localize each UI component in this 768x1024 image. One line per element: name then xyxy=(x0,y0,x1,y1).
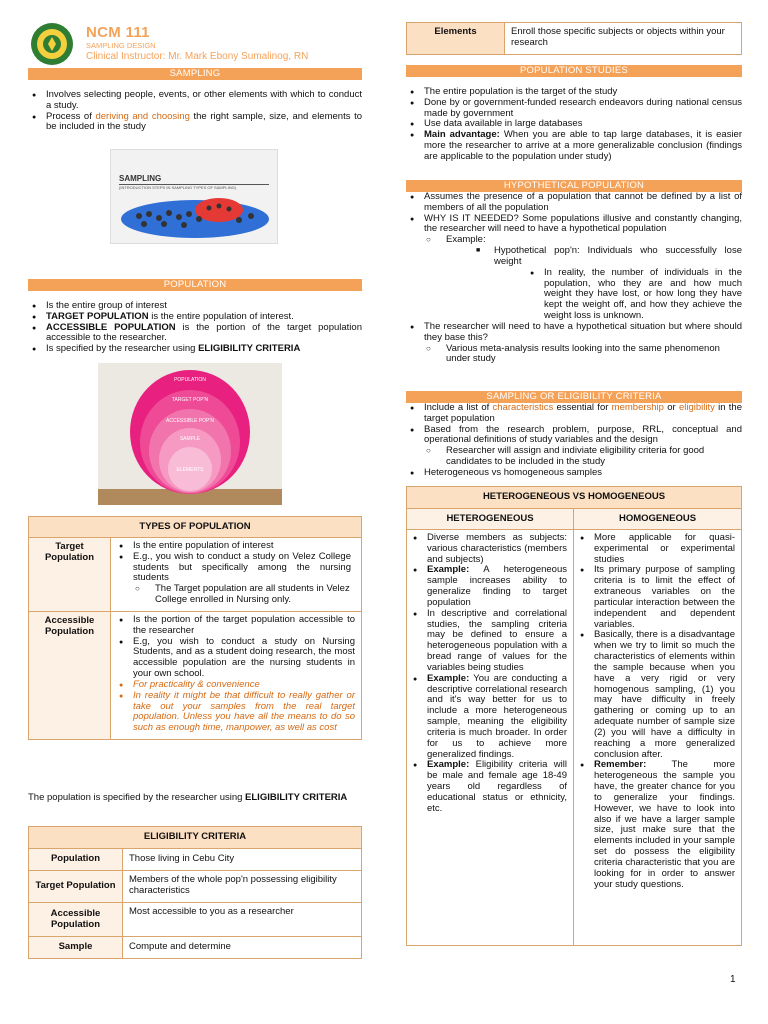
row-value: Members of the whole pop'n possessing eligibility characteristics xyxy=(123,871,362,903)
row-label: Population xyxy=(29,849,123,871)
table-row xyxy=(29,903,362,937)
diagram-label-accessible: ACCESSIBLE POP'N xyxy=(166,418,214,424)
page-number: 1 xyxy=(730,974,736,985)
diagram-label-elements: ELEMENTS xyxy=(176,467,204,473)
hypothetical-population-section xyxy=(406,192,742,365)
list-item: ● Heterogeneous vs homogeneous samples xyxy=(406,468,742,479)
list-item: ● TARGET POPULATION is the entire population of interest. xyxy=(28,312,362,323)
sampling-image xyxy=(110,149,278,244)
column-header: HETEROGENEOUS xyxy=(407,509,574,530)
list-item: ● Is specified by the researcher using ELIGIBILITY CRITERIA xyxy=(28,344,362,355)
table-row xyxy=(29,937,362,959)
list-item: ● Example: You are conducting a descriptive correlational research and it's way better for us to include a more heterogeneous sample, meaning the eligibility criteria is much broader. In order for us to achieve more generalized findings. xyxy=(409,674,567,761)
list-item: ● Process of deriving and choosing the right sample, size, and elements to be included in the study xyxy=(28,112,362,134)
table-row xyxy=(29,849,362,871)
eligibility-criteria-header: SAMPLING OR ELIGIBILITY CRITERIA xyxy=(406,391,742,403)
list-item: ● ACCESSIBLE POPULATION is the portion of the target population accessible to the researcher. xyxy=(28,323,362,345)
course-subtitle: SAMPLING DESIGN xyxy=(86,41,156,50)
population-studies-header: POPULATION STUDIES xyxy=(406,65,742,77)
list-item: ● Use data available in large databases xyxy=(406,119,742,130)
list-item: ● Is the entire group of interest xyxy=(28,301,362,312)
list-item: ● Is the portion of the target population accessible to the researcher xyxy=(115,615,355,637)
row-value: Most accessible to you as a researcher xyxy=(123,903,362,937)
list-item: ● Its primary purpose of sampling criteria is to limit the effect of extraneous variables on the particular interaction between the independent and dependent variables. xyxy=(576,565,735,630)
list-item: ● Based from the research problem, purpose, RRL, conceptual and operational definitions of study variables and the design xyxy=(406,425,742,447)
table-title: ELIGIBILITY CRITERIA xyxy=(29,827,362,849)
table-row xyxy=(29,871,362,903)
row-label: Elements xyxy=(407,23,505,55)
list-item: ● Involves selecting people, events, or other elements with which to conduct a study. xyxy=(28,90,362,112)
list-item: ● Diverse members as subjects: various characteristics (members and subjects) xyxy=(409,533,567,565)
list-item: ● Remember: The more heterogeneous the sample you have, the greater chance for you to generalize your findings. However, we have to look into also if we have a larger sample size, just make sure that the elements included in your sample set do possess the eligibility criteria characteristic that you are looking for in order to answer your study questions. xyxy=(576,760,735,890)
row-label: Sample xyxy=(29,937,123,959)
list-item: ● The researcher will need to have a hypothetical situation but where should they base this? xyxy=(406,322,742,344)
instructor: Clinical Instructor: Mr. Mark Ebony Sumalinog, RN xyxy=(86,51,309,62)
list-item: ● In descriptive and correlational studies, the sampling criteria may be defined to ensure a heterogeneous population with a bread range of values for the variables being studies xyxy=(409,609,567,674)
list-item: ● Basically, there is a disadvantage when we try to limit so much the characteristics of elements within the sample because when you have a very rigid or very homogenous sampling, (1) you may have difficulty in freely gathering or coming up to an adequate number of sample size (2) you will have a difficulty in reaching a more generalized conclusion after. xyxy=(576,630,735,760)
image-title: SAMPLING xyxy=(119,174,162,183)
list-item: ■ Hypothetical pop'n: Individuals who successfully lose weight xyxy=(474,246,742,268)
list-item: ● Example: Eligibility criteria will be male and female age 18-49 years old regardless of educational status or ethnicity, etc. xyxy=(409,760,567,814)
eligibility-section xyxy=(406,403,742,479)
table-row xyxy=(407,530,742,946)
list-item: ● Include a list of characteristics essential for membership or eligibility in the target population xyxy=(406,403,742,425)
list-item: ● The entire population is the target of the study xyxy=(406,87,742,98)
population-header: POPULATION xyxy=(28,279,362,291)
population-studies-list xyxy=(406,87,742,163)
population-diagram xyxy=(98,363,282,505)
diagram-label-target: TARGET POP'N xyxy=(171,397,209,403)
sampling-list xyxy=(28,90,362,133)
table-title: TYPES OF POPULATION xyxy=(29,517,362,538)
list-item: ● Is the entire population of interest xyxy=(115,541,351,552)
hypothetical-population-header: HYPOTHETICAL POPULATION xyxy=(406,180,742,192)
image-caption: (INTRODUCTION STEPS IN SAMPLING TYPES OF SAMPLING) xyxy=(119,185,237,190)
table-title: HETEROGENEOUS VS HOMOGENEOUS xyxy=(407,487,742,509)
list-item: ○ Researcher will assign and indiviate eligibility criteria for good candidates to be included in the study xyxy=(424,446,742,468)
list-item: ● E.g, you wish to conduct a study on Nursing Students, and as a student doing research, the most accessible population are the nursing students in your own school. xyxy=(115,637,355,680)
row-label: Accessible Population xyxy=(29,903,123,937)
row-value: Compute and determine xyxy=(123,937,362,959)
row-label: Target Population xyxy=(29,871,123,903)
row-value: Enroll those specific subjects or objects within your research xyxy=(505,23,742,55)
college-logo xyxy=(30,22,74,66)
heterogeneous-homogeneous-table xyxy=(406,486,742,946)
sampling-header: SAMPLING xyxy=(28,68,362,80)
population-list xyxy=(28,301,362,355)
diagram-label-population: POPULATION xyxy=(174,377,206,383)
specification-note: The population is specified by the researcher using ELIGIBILITY CRITERIA xyxy=(28,792,348,803)
list-item: ● For practicality & convenience xyxy=(115,680,355,691)
list-item: ● More applicable for quasi-experimental or experimental studies xyxy=(576,533,735,565)
list-item: ● Main advantage: When you are able to tap large databases, it is easier more the researcher to arrive at a more generalizable conclusion (findings are applicable to the population under study) xyxy=(406,130,742,162)
list-item: ● In reality it might be that difficult to really gather or take out your samples from the real target population. Unless you have all the means to do so such as enough time, manpower, as well as cost xyxy=(115,691,355,734)
course-code: NCM 111 xyxy=(86,24,150,41)
row-value: Those living in Cebu City xyxy=(123,849,362,871)
table-row xyxy=(29,538,362,612)
list-item: ● E.g., you wish to conduct a study on Velez College students but specifically among the nursing students xyxy=(115,552,351,584)
column-header: HOMOGENEOUS xyxy=(574,509,742,530)
list-item: ○ The Target population are all students in Velez College enrolled in Nursing only. xyxy=(133,584,355,606)
list-item: ● Assumes the presence of a population that cannot be defined by a list of members of all the population xyxy=(406,192,742,214)
list-item: ● In reality, the number of individuals in the population, who they are and how much weight they have lost, or how long they have kept the weight off, and how they achieve the weight loss is unknown. xyxy=(526,268,742,322)
eligibility-criteria-table xyxy=(28,826,362,959)
list-item: ○ Various meta-analysis results looking into the same phenomenon under study xyxy=(424,344,742,366)
list-item: ● Example: A heterogeneous sample increases ability to generalize finding to target population xyxy=(409,565,567,608)
row-label: Target Population xyxy=(29,538,111,612)
row-label: Accessible Population xyxy=(29,611,111,739)
elements-table xyxy=(406,22,742,55)
diagram-label-sample: SAMPLE xyxy=(179,436,201,442)
list-item: ● Done by or government-funded research endeavors during national census made by government xyxy=(406,98,742,120)
types-of-population-table xyxy=(28,516,362,740)
list-item: ○ Example: xyxy=(424,235,742,246)
table-row xyxy=(29,611,362,739)
list-item: ● WHY IS IT NEEDED? Some populations illusive and constantly changing, the researcher will need to have a hypothetical population xyxy=(406,214,742,236)
